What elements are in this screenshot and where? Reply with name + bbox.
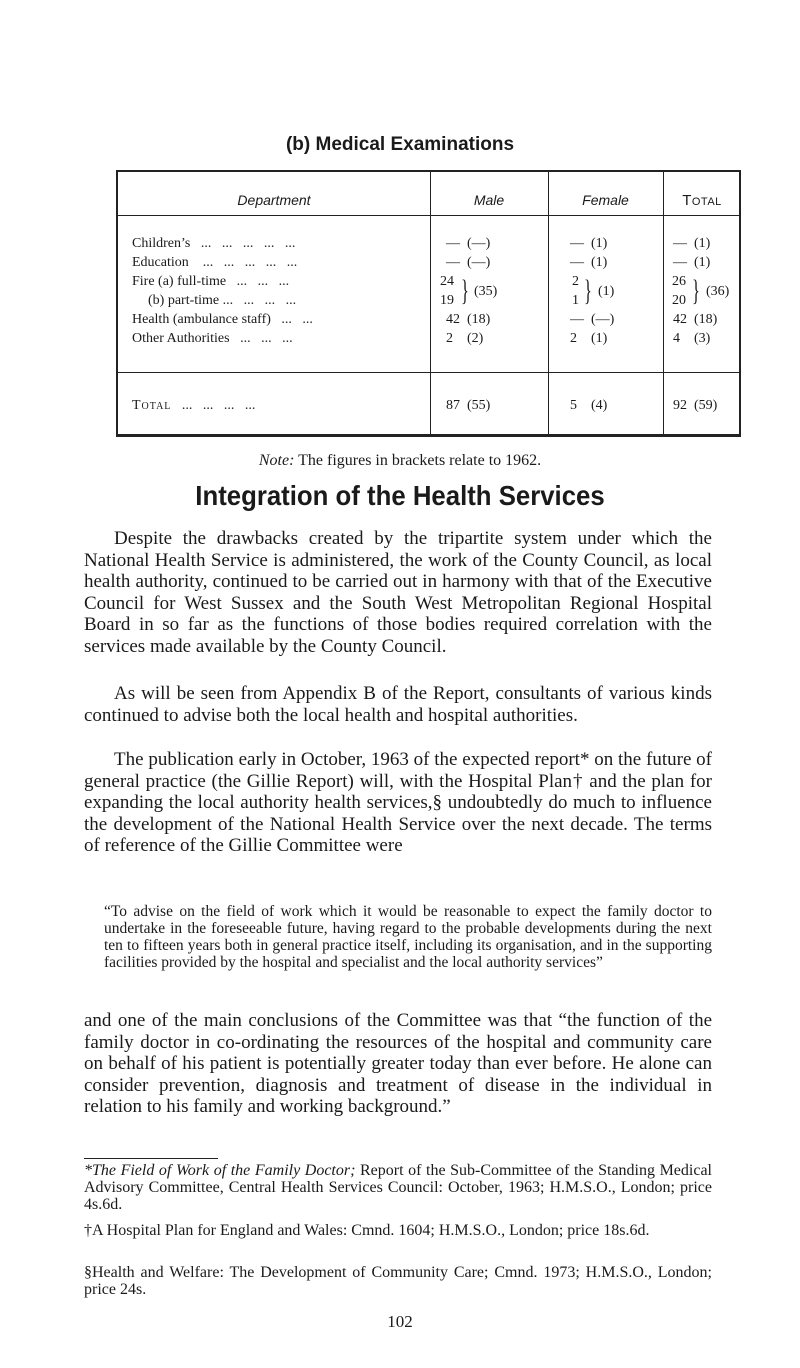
cell-female: — (1) [570, 255, 608, 270]
quoted-terms: “To advise on the field of work which it would be reasonable to expect the family doctor to undertake in the foreseeable future, having regard to the probable developments during the next ten to fifteen years both in general practice itself, including its organisation, and in the supporting facilities provided by the hospital and specialist and the local authority services” [104, 903, 712, 971]
total-male: 87 (55) [446, 398, 491, 413]
section-heading: Integration of the Health Services [195, 480, 605, 511]
col-divider [663, 172, 664, 434]
cell-female: — (—) [570, 312, 615, 327]
total-female: 5 (4) [570, 398, 608, 413]
total-row-label: Total ... ... ... ... [132, 398, 256, 413]
col-divider [548, 172, 549, 434]
footnote: *The Field of Work of the Family Doctor; Report of the Sub-Committee of the Standing Medical Advisory Committee, Central Health Services Council: October, 1963; H.M.S.O., London; price 4s.6d. [84, 1162, 712, 1213]
cell-total: 4 (3) [673, 331, 711, 346]
row-label: Other Authorities ... ... ... [132, 331, 293, 346]
cell-total: — (1) [673, 255, 711, 270]
cell-total: — (1) [673, 236, 711, 251]
paragraph-conclusion: and one of the main conclusions of the Committee was that “the function of the family doctor in co-ordinating the resources of the hospital and community care on behalf of his patient is potentially greater today than ever before. He alone can consider prevention, diagnosis and treatment of disease in the individual in relation to his family and working background.” [84, 1010, 712, 1117]
note-text: The figures in brackets relate to 1962. [298, 452, 542, 469]
cell-male-bracket: (35) [474, 284, 498, 299]
header-rule [118, 215, 739, 216]
total-total: 92 (59) [673, 398, 718, 413]
brace-icon: } [692, 274, 700, 307]
row-label: (b) part-time ... ... ... ... [148, 293, 297, 308]
cell-female: 2 (1) [570, 331, 608, 346]
cell-male: 24 [440, 274, 454, 289]
row-label: Health (ambulance staff) ... ... [132, 312, 313, 327]
cell-male: — (—) [446, 255, 491, 270]
paragraph: As will be seen from Appendix B of the Report, consultants of various kinds continued to advise both the local health and hospital authorities. [84, 683, 712, 726]
table-note [0, 452, 800, 470]
cell-female-bracket: (1) [598, 284, 615, 299]
header-department: Department [237, 192, 311, 208]
note-label: Note: [258, 452, 295, 469]
cell-total: 20 [672, 293, 686, 308]
cell-total: 26 [672, 274, 686, 289]
cell-female: — (1) [570, 236, 608, 251]
cell-male: 42 (18) [446, 312, 491, 327]
section-title: (b) Medical Examinations [285, 134, 515, 155]
cell-male: — (—) [446, 236, 491, 251]
cell-total-bracket: (36) [706, 284, 730, 299]
row-label: Children’s ... ... ... ... ... [132, 236, 296, 251]
cell-female: 1 [572, 293, 579, 308]
paragraph: The publication early in October, 1963 of the expected report* on the future of general practice (the Gillie Report) will, with the Hospital Plan† and the plan for expanding the local authority health services,§ undoubtedly do much to influence the development of the National Health Service over the next decade. The terms of reference of the Gillie Committee were [84, 749, 712, 856]
footnote: †A Hospital Plan for England and Wales: Cmnd. 1604; H.M.S.O., London; price 18s.6d. [84, 1222, 650, 1239]
cell-total: 42 (18) [673, 312, 718, 327]
footnote: §Health and Welfare: The Development of Community Care; Cmnd. 1973; H.M.S.O., London; price 24s. [84, 1264, 712, 1298]
header-female: Female [582, 192, 629, 208]
cell-male: 19 [440, 293, 454, 308]
page-number: 102 [387, 1312, 413, 1331]
paragraph: Despite the drawbacks created by the tripartite system under which the National Health Service is administered, the work of the County Council, as local health authority, continued to be carried out in harmony with that of the Executive Council for West Sussex and the South West Metropolitan Regional Hospital Board in so far as the functions of those bodies required correlation with the services made available by the County Council. [84, 528, 712, 657]
cell-male: 2 (2) [446, 331, 484, 346]
brace-icon: } [584, 274, 592, 307]
row-label: Education ... ... ... ... ... [132, 255, 298, 270]
medical-examinations-table [116, 170, 741, 437]
header-total: Total [682, 192, 722, 209]
cell-female: 2 [572, 274, 579, 289]
brace-icon: } [461, 274, 469, 307]
header-male: Male [473, 192, 505, 208]
footnote-rule [84, 1158, 218, 1159]
row-label: Fire (a) full-time ... ... ... [132, 274, 290, 289]
col-divider [430, 172, 431, 434]
total-rule [118, 372, 739, 373]
